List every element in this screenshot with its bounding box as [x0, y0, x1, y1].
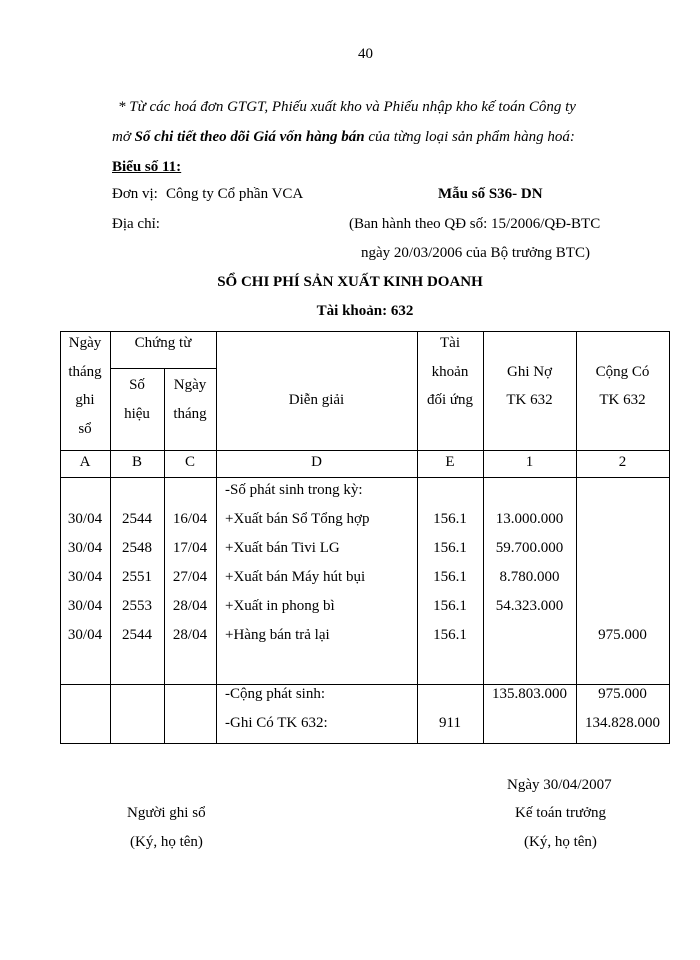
footer-date: Ngày 30/04/2007 [507, 777, 612, 793]
form-label: Biểu số 11: [112, 159, 182, 175]
row-1-desc: +Xuất bán Sổ Tổng hợp [225, 511, 370, 527]
header-date-3: ghi [75, 392, 95, 408]
voucher-header-split [110, 368, 216, 369]
header-credit-2: TK 632 [599, 392, 646, 408]
header-credit-1: Cộng Có [595, 364, 650, 380]
ledger-title: SỔ CHI PHÍ SẢN XUẤT KINH DOANH [217, 274, 483, 290]
total-2-credit: 134.828.000 [585, 715, 660, 731]
header-debit-2: TK 632 [506, 392, 553, 408]
row-1-date: 30/04 [67, 511, 103, 527]
code-1: 1 [525, 454, 534, 470]
chief-accountant-title: Kế toán trưởng [515, 805, 607, 821]
row-2-desc: +Xuất bán Tivi LG [225, 540, 340, 556]
header-voucher-no-1: Số [129, 377, 145, 393]
issued-line-1: (Ban hành theo QĐ số: 15/2006/QĐ-BTC [349, 216, 601, 232]
row-3-no: 2551 [122, 569, 152, 585]
row-2-date: 30/04 [67, 540, 103, 556]
header-date-2: tháng [68, 364, 102, 380]
total-1-desc: -Cộng phát sinh: [225, 686, 325, 702]
account-label: Tài khoản: 632 [316, 303, 414, 319]
row-1-no: 2544 [122, 511, 152, 527]
row-2-acct: 156.1 [433, 540, 467, 556]
header-date-1: Ngày [68, 335, 102, 351]
row-3-date: 30/04 [67, 569, 103, 585]
row-3-debit: 8.780.000 [499, 569, 560, 585]
header-contra-3: đối ứng [426, 392, 474, 408]
unit-label: Đơn vị: [112, 186, 158, 202]
header-description: Diễn giải [288, 392, 345, 408]
row-5-credit: 975.000 [598, 627, 647, 643]
total-2-acct: 911 [439, 715, 461, 731]
header-date-4: sổ [78, 421, 92, 437]
header-bottom-line [60, 450, 670, 451]
row-5-desc: +Hàng bán trả lại [225, 627, 330, 643]
row-1-acct: 156.1 [433, 511, 467, 527]
row-4-debit: 54.323.000 [495, 598, 564, 614]
form-code: Mẫu số S36- DN [438, 186, 543, 202]
issued-line-2: ngày 20/03/2006 của Bộ trưởng BTC) [361, 245, 590, 261]
code-row-bottom-line [60, 477, 670, 478]
row-5-vdate: 28/04 [172, 627, 208, 643]
header-contra-1: Tài [440, 335, 460, 351]
code-B: B [131, 454, 142, 470]
row-4-date: 30/04 [67, 598, 103, 614]
unit-value: Công ty Cổ phần VCA [166, 186, 304, 202]
row-2-vdate: 17/04 [172, 540, 208, 556]
table-border-top [60, 331, 670, 332]
row-1-debit: 13.000.000 [495, 511, 564, 527]
col-line-2 [164, 368, 165, 744]
intro-line-1: * Từ các hoá đơn GTGT, Phiếu xuất kho và Phiếu nhập kho kế toán Công ty [118, 99, 576, 115]
intro-line-2 [112, 129, 575, 146]
intro-line-2-prefix: mở [112, 129, 135, 145]
row-4-acct: 156.1 [433, 598, 467, 614]
row-5-date: 30/04 [67, 627, 103, 643]
total-2-desc: -Ghi Có TK 632: [225, 715, 328, 731]
header-voucher-date-2: tháng [173, 406, 207, 422]
intro-line-2-bold: Sổ chi tiết theo dõi Giá vốn hàng bán [134, 129, 365, 145]
page-number: 40 [358, 46, 373, 62]
chief-accountant-sign-note: (Ký, họ tên) [524, 834, 597, 850]
header-voucher: Chứng từ [134, 335, 192, 351]
code-E: E [445, 454, 455, 470]
row-2-debit: 59.700.000 [495, 540, 564, 556]
body-bottom-line [60, 684, 670, 685]
header-voucher-no-2: hiệu [124, 406, 150, 422]
address-label: Địa chỉ: [112, 216, 160, 232]
total-1-debit: 135.803.000 [492, 686, 567, 702]
row-5-acct: 156.1 [433, 627, 467, 643]
row-4-desc: +Xuất in phong bì [225, 598, 335, 614]
row-4-no: 2553 [122, 598, 152, 614]
code-A: A [79, 454, 91, 470]
table-border-bottom [60, 743, 670, 744]
section-label: -Số phát sinh trong kỳ: [225, 482, 363, 498]
row-4-vdate: 28/04 [172, 598, 208, 614]
code-C: C [184, 454, 195, 470]
header-voucher-date-1: Ngày [173, 377, 207, 393]
row-5-no: 2544 [122, 627, 152, 643]
row-3-desc: +Xuất bán Máy hút bụi [225, 569, 366, 585]
intro-line-2-suffix: của từng loại sản phẩm hàng hoá: [364, 129, 575, 145]
total-1-credit: 975.000 [598, 686, 647, 702]
header-debit-1: Ghi Nợ [506, 364, 552, 380]
row-1-vdate: 16/04 [172, 511, 208, 527]
row-3-vdate: 27/04 [172, 569, 208, 585]
col-line-7 [669, 331, 670, 744]
preparer-sign-note: (Ký, họ tên) [130, 834, 203, 850]
code-D: D [311, 454, 322, 470]
row-2-no: 2548 [122, 540, 152, 556]
code-2: 2 [618, 454, 627, 470]
ledger-table [60, 331, 670, 744]
header-contra-2: khoản [431, 364, 469, 380]
row-3-acct: 156.1 [433, 569, 467, 585]
preparer-title: Người ghi sổ [127, 805, 206, 821]
